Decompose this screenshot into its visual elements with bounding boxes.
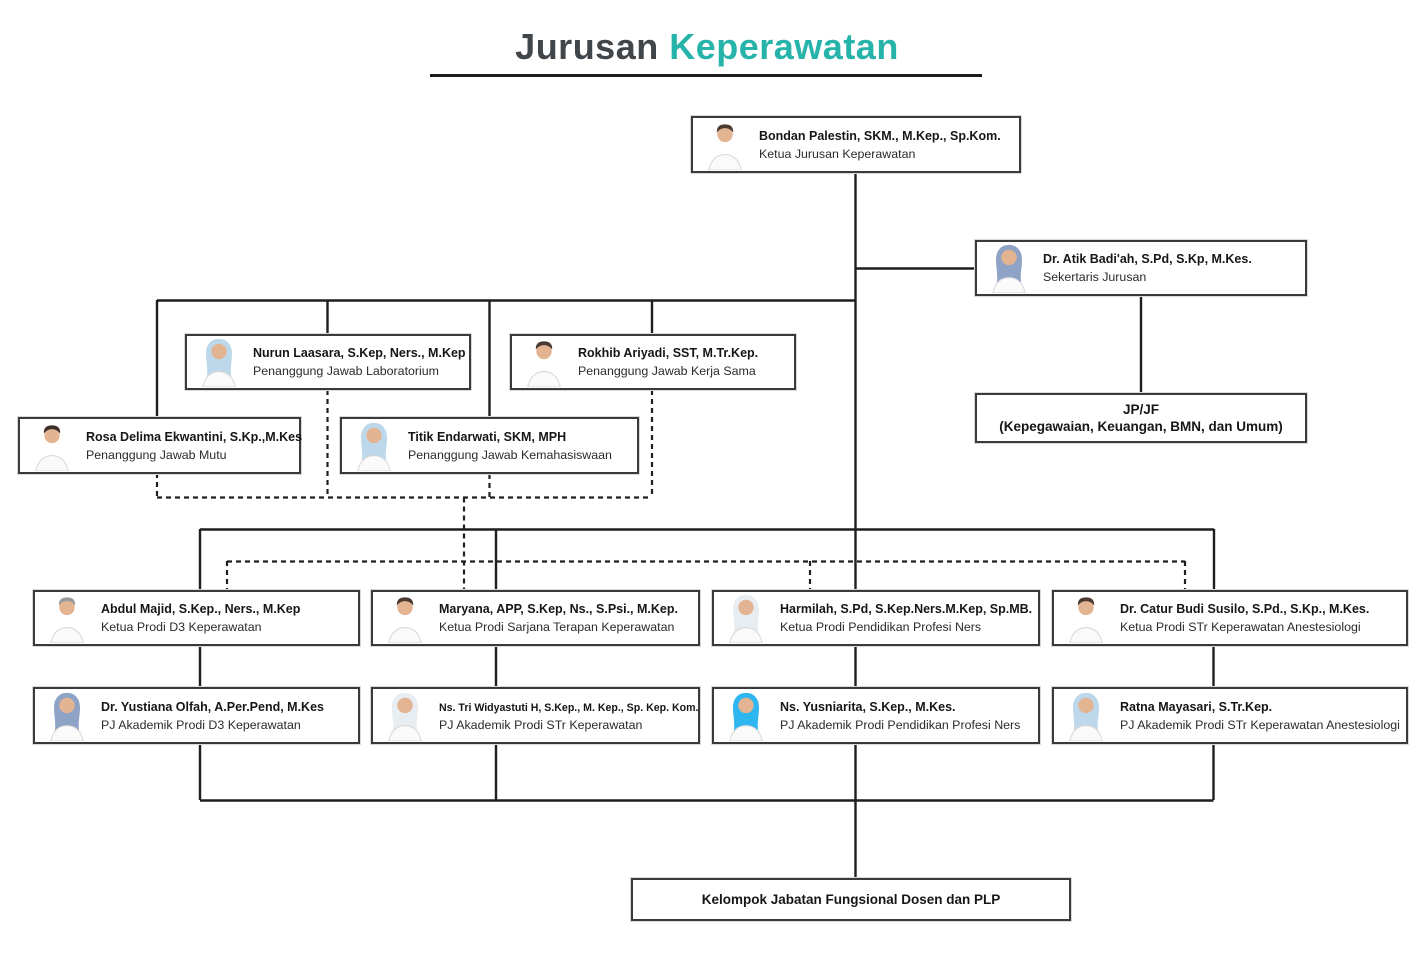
- person-name: Bondan Palestin, SKM., M.Kep., Sp.Kom.: [759, 128, 1001, 143]
- org-card-ketua-sarjana: [371, 590, 700, 646]
- person-photo: [987, 243, 1031, 293]
- person-name: Ratna Mayasari, S.Tr.Kep.: [1120, 699, 1273, 714]
- person-photo: [1064, 691, 1108, 741]
- person-photo: [383, 593, 427, 643]
- person-role: Ketua Prodi Pendidikan Profesi Ners: [780, 620, 982, 634]
- person-photo: [724, 593, 768, 643]
- person-role: Ketua Prodi D3 Keperawatan: [101, 620, 262, 634]
- org-card-pj-kerja-sama: [510, 334, 796, 390]
- person-photo: [1064, 593, 1108, 643]
- jpjf-subtitle: (Kepegawaian, Keuangan, BMN, dan Umum): [999, 419, 1283, 434]
- person-role: PJ Akademik Prodi STr Keperawatan Anestesiologi: [1120, 717, 1400, 732]
- person-photo: [522, 337, 566, 387]
- person-role: PJ Akademik Prodi D3 Keperawatan: [101, 717, 301, 732]
- title-highlight: Keperawatan: [669, 26, 899, 67]
- org-card-ketua-ners: [712, 590, 1040, 646]
- person-role: Penanggung Jawab Kerja Sama: [578, 364, 756, 378]
- person-photo: [45, 593, 89, 643]
- org-card-sekertaris: [975, 240, 1307, 296]
- jpjf-title: JP/JF: [1122, 402, 1160, 417]
- person-photo: [703, 120, 747, 170]
- org-card-pj-laboratorium: [185, 334, 471, 390]
- person-role: PJ Akademik Prodi Pendidikan Profesi Ners: [780, 717, 1021, 732]
- person-name: Ns. Tri Widyastuti H, S.Kep., M. Kep., Sp. Kep. Kom.: [439, 701, 699, 714]
- person-name: Maryana, APP, S.Kep, Ns., S.Psi., M.Kep.: [439, 602, 678, 616]
- org-box-jpjf: [975, 393, 1307, 443]
- person-photo: [724, 691, 768, 741]
- person-name: Titik Endarwati, SKM, MPH: [408, 429, 567, 444]
- org-box-kelompok-fungsional: [631, 878, 1071, 921]
- person-name: Nurun Laasara, S.Kep, Ners., M.Kep: [253, 346, 466, 360]
- person-role: Ketua Prodi STr Keperawatan Anestesiologi: [1120, 620, 1361, 634]
- person-name: Harmilah, S.Pd, S.Kep.Ners.M.Kep, Sp.MB.: [780, 602, 1033, 616]
- person-photo: [352, 421, 396, 471]
- person-name: Ns. Yusniarita, S.Kep., M.Kes.: [780, 699, 956, 714]
- person-photo: [197, 337, 241, 387]
- person-name: Dr. Catur Budi Susilo, S.Pd., S.Kp., M.Kes.: [1120, 602, 1370, 616]
- title-prefix: Jurusan: [515, 26, 659, 67]
- org-card-pj-kemahasiswaan: [340, 417, 639, 474]
- person-role: Ketua Prodi Sarjana Terapan Keperawatan: [439, 620, 675, 634]
- person-name: Rosa Delima Ekwantini, S.Kp.,M.Kes: [86, 429, 303, 444]
- person-role: Penanggung Jawab Kemahasiswaan: [408, 447, 612, 462]
- org-card-pj-akademik-str: [371, 687, 700, 744]
- org-card-pj-akademik-ners: [712, 687, 1040, 744]
- org-card-pj-akademik-d3: [33, 687, 360, 744]
- person-role: Penanggung Jawab Mutu: [86, 447, 227, 462]
- person-role: Sekertaris Jurusan: [1043, 270, 1147, 284]
- person-name: Dr. Atik Badi'ah, S.Pd, S.Kp, M.Kes.: [1043, 252, 1252, 266]
- person-photo: [30, 421, 74, 471]
- person-photo: [383, 691, 427, 741]
- person-role: Penanggung Jawab Laboratorium: [253, 364, 439, 378]
- kelompok-label: Kelompok Jabatan Fungsional Dosen dan PLP: [701, 892, 1001, 907]
- person-role: PJ Akademik Prodi STr Keperawatan: [439, 717, 643, 732]
- person-name: Dr. Yustiana Olfah, A.Per.Pend, M.Kes: [101, 699, 324, 714]
- org-card-pj-mutu: [18, 417, 301, 474]
- person-name: Abdul Majid, S.Kep., Ners., M.Kep: [101, 602, 301, 616]
- org-card-pj-akademik-anestesiologi: [1052, 687, 1408, 744]
- org-card-ketua-jurusan: [691, 116, 1021, 173]
- person-role: Ketua Jurusan Keperawatan: [759, 146, 916, 161]
- org-card-ketua-d3: [33, 590, 360, 646]
- org-card-ketua-anestesiologi: [1052, 590, 1408, 646]
- person-name: Rokhib Ariyadi, SST, M.Tr.Kep.: [578, 346, 759, 360]
- person-photo: [45, 691, 89, 741]
